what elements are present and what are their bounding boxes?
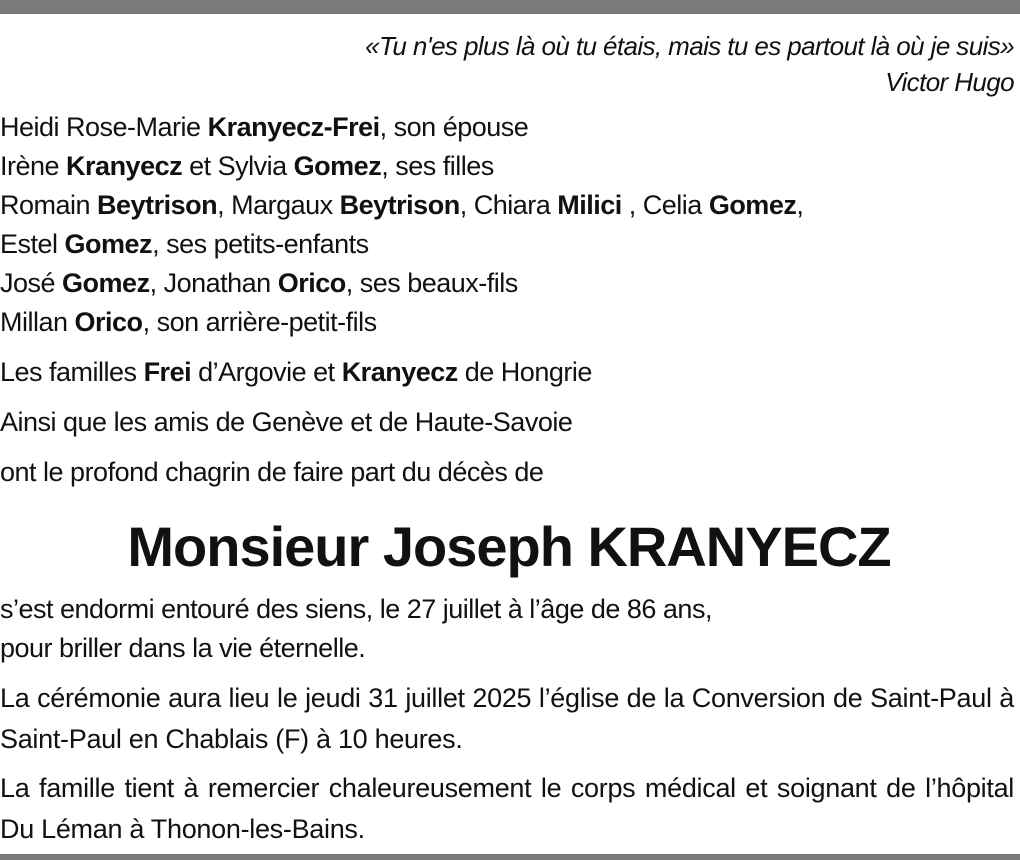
text: Heidi Rose-Marie: [0, 112, 208, 142]
quote-author: Victor Hugo: [885, 67, 1014, 97]
text: Irène: [0, 151, 67, 181]
bottom-border-bar: [0, 854, 1020, 860]
text: Estel: [0, 229, 65, 259]
death-line-2: pour briller dans la vie éternelle.: [0, 633, 366, 663]
text: ,: [796, 190, 804, 220]
quote-text: «Tu n'es plus là où tu étais, mais tu es partout là où je suis»: [365, 31, 1014, 61]
text: , son arrière-petit-fils: [142, 307, 377, 337]
surname: Kranyecz: [66, 151, 183, 181]
text: Les familles: [0, 357, 144, 387]
friends-line: Ainsi que les amis de Genève et de Haute-Savoie: [0, 407, 573, 437]
obituary-notice: [0, 28, 1014, 850]
ceremony-details: La cérémonie aura lieu le jeudi 31 juillet 2025 l’église de la Conversion de Saint-Paul à Saint-Paul en Chablais (F) à 10 heures.: [0, 683, 1014, 754]
thanks-paragraph: La famille tient à remercier chaleureusement le corps médical et soignant de l’hôpital Du Léman à Thonon-les-Bains.: [0, 773, 1014, 844]
surname: Orico: [74, 307, 143, 337]
epigraph-quote: [0, 28, 1014, 100]
surname: Gomez: [62, 268, 150, 298]
surname: Frei: [143, 357, 192, 387]
surname: Beytrison: [339, 190, 460, 220]
text: , ses petits-enfants: [152, 229, 369, 259]
family-line-grandchildren-2: [0, 225, 1014, 264]
family-line-daughters: [0, 147, 1014, 186]
surname: Beytrison: [97, 190, 218, 220]
deceased-name: Monsieur Joseph KRANYECZ: [127, 515, 891, 578]
text: José: [0, 268, 63, 298]
text: , Chiara: [459, 190, 558, 220]
surname: Milici: [557, 190, 622, 220]
family-line-great-grandchild: [0, 303, 1014, 342]
family-line-grandchildren-1: [0, 186, 1014, 225]
text: , Jonathan: [149, 268, 278, 298]
surname: Gomez: [708, 190, 797, 220]
family-line-sons-in-law: [0, 264, 1014, 303]
surname: Orico: [277, 268, 346, 298]
text: , ses filles: [381, 151, 494, 181]
text: de Hongrie: [457, 357, 592, 387]
text: , Celia: [621, 190, 709, 220]
surname: Kranyecz-Frei: [207, 112, 380, 142]
death-details: [0, 590, 1014, 668]
announcement-intro: ont le profond chagrin de faire part du décès de: [0, 457, 544, 487]
text: et Sylvia: [182, 151, 294, 181]
text: d’Argovie et: [191, 357, 342, 387]
surname: Gomez: [293, 151, 382, 181]
family-line-spouse: [0, 108, 1014, 147]
text: , son épouse: [379, 112, 529, 142]
extended-families: [0, 353, 1014, 392]
text: , ses beaux-fils: [345, 268, 518, 298]
text: Millan: [0, 307, 75, 337]
death-line-1: s’est endormi entouré des siens, le 27 juillet à l’âge de 86 ans,: [0, 594, 712, 624]
text: Romain: [0, 190, 98, 220]
top-border-bar: [0, 0, 1020, 14]
surname: Gomez: [64, 229, 153, 259]
surname: Kranyecz: [341, 357, 458, 387]
text: , Margaux: [217, 190, 340, 220]
family-list: [0, 108, 1014, 342]
